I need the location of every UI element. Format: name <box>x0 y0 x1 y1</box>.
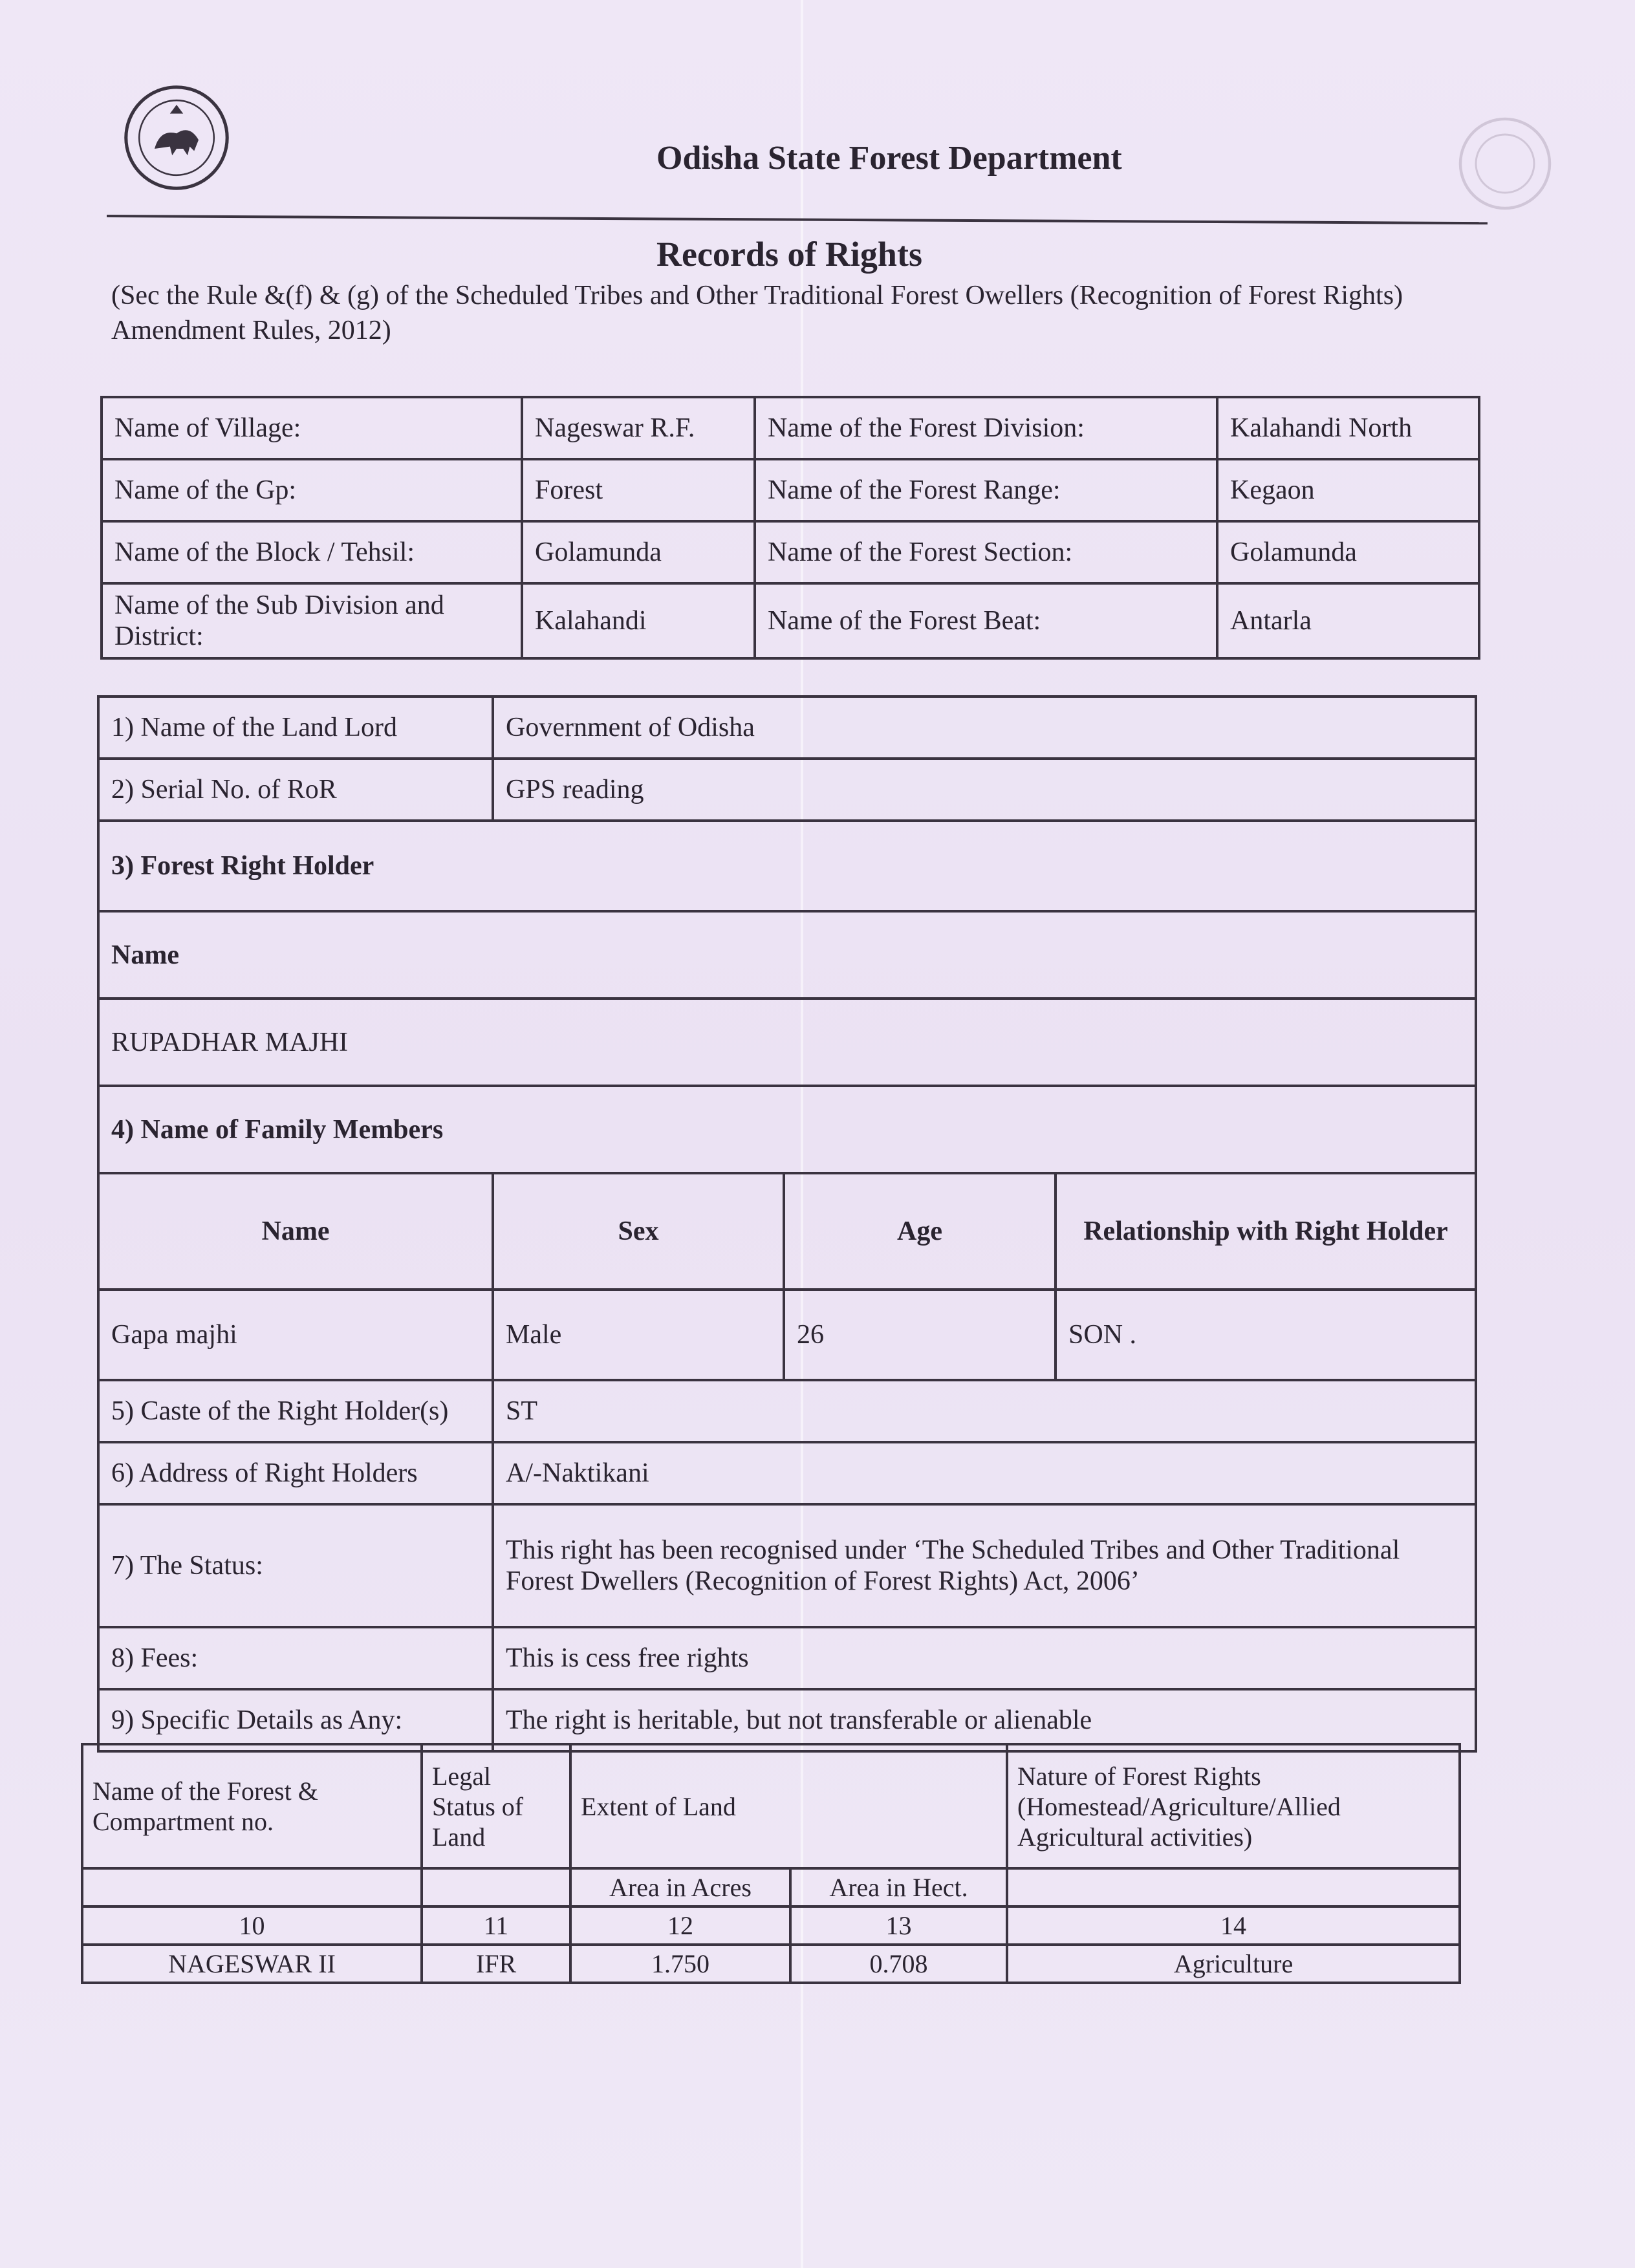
beat-label: Name of the Forest Beat: <box>755 583 1217 658</box>
col-area-hect: Area in Hect. <box>790 1868 1007 1906</box>
name-heading: Name <box>98 911 1476 999</box>
block-value: Golamunda <box>522 521 755 583</box>
col-extent-of-land: Extent of Land <box>570 1744 1007 1868</box>
status-label: 7) The Status: <box>98 1504 493 1627</box>
location-table <box>100 396 1480 660</box>
table-row <box>98 1086 1476 1173</box>
department-name: Odisha State Forest Department <box>656 140 1122 177</box>
family-col-age: Age <box>784 1173 1056 1290</box>
col-area-acres: Area in Acres <box>570 1868 790 1906</box>
family-col-relationship: Relationship with Right Holder <box>1056 1173 1476 1290</box>
col-number: 13 <box>790 1906 1007 1945</box>
table-row <box>102 521 1479 583</box>
col-nature-of-rights: Nature of Forest Rights (Homestead/Agriculture/Allied Agricultural activities) <box>1007 1744 1460 1868</box>
family-heading: 4) Name of Family Members <box>98 1086 1476 1173</box>
range-label: Name of the Forest Range: <box>755 459 1217 521</box>
family-header-row <box>98 1173 1476 1290</box>
family-col-name: Name <box>98 1173 493 1290</box>
area-hect-value: 0.708 <box>790 1945 1007 1983</box>
address-value: A/-Naktikani <box>493 1442 1476 1504</box>
caste-value: ST <box>493 1380 1476 1442</box>
family-row <box>98 1290 1476 1380</box>
col-forest-compartment: Name of the Forest & Compartment no. <box>82 1744 422 1868</box>
beat-value: Antarla <box>1217 583 1479 658</box>
village-label: Name of Village: <box>102 397 522 459</box>
block-label: Name of the Block / Tehsil: <box>102 521 522 583</box>
intro-text: (Sec the Rule &(f) & (g) of the Scheduled Tribes and Other Traditional Forest Owellers (Recognition of Forest Rights) Amendment Rules, 2012) <box>111 281 1403 345</box>
family-col-sex: Sex <box>493 1173 784 1290</box>
village-value: Nageswar R.F. <box>522 397 755 459</box>
holder-heading: 3) Forest Right Holder <box>98 821 1476 911</box>
subdivision-value: Kalahandi <box>522 583 755 658</box>
table-row <box>102 397 1479 459</box>
land-number-row <box>82 1906 1460 1945</box>
caste-label: 5) Caste of the Right Holder(s) <box>98 1380 493 1442</box>
col-number: 11 <box>422 1906 570 1945</box>
col-number: 14 <box>1007 1906 1460 1945</box>
landlord-label: 1) Name of the Land Lord <box>98 697 493 759</box>
table-row <box>102 459 1479 521</box>
empty-cell <box>1007 1868 1460 1906</box>
section-label: Name of the Forest Section: <box>755 521 1217 583</box>
details-value: The right is heritable, but not transferable or alienable <box>493 1689 1476 1751</box>
land-data-row <box>82 1945 1460 1983</box>
family-member-sex: Male <box>493 1290 784 1380</box>
table-row <box>98 999 1476 1086</box>
empty-cell <box>82 1868 422 1906</box>
col-legal-status: Legal Status of Land <box>422 1744 570 1868</box>
table-row <box>98 1380 1476 1442</box>
details-label: 9) Specific Details as Any: <box>98 1689 493 1751</box>
fees-label: 8) Fees: <box>98 1627 493 1689</box>
header-divider <box>107 215 1488 224</box>
table-row <box>102 583 1479 658</box>
holder-name: RUPADHAR MAJHI <box>98 999 1476 1086</box>
division-value: Kalahandi North <box>1217 397 1479 459</box>
table-row <box>98 759 1476 821</box>
col-number: 12 <box>570 1906 790 1945</box>
forest-compartment-value: NAGESWAR II <box>82 1945 422 1983</box>
odisha-emblem-icon <box>122 83 232 193</box>
nature-of-rights-value: Agriculture <box>1007 1945 1460 1983</box>
subdivision-label: Name of the Sub Division and District: <box>102 583 522 658</box>
col-number: 10 <box>82 1906 422 1945</box>
area-acres-value: 1.750 <box>570 1945 790 1983</box>
family-member-age: 26 <box>784 1290 1056 1380</box>
range-value: Kegaon <box>1217 459 1479 521</box>
page-title: Records of Rights <box>656 235 922 274</box>
table-row <box>98 911 1476 999</box>
table-row <box>98 1442 1476 1504</box>
gp-label: Name of the Gp: <box>102 459 522 521</box>
landlord-value: Government of Odisha <box>493 697 1476 759</box>
family-member-name: Gapa majhi <box>98 1290 493 1380</box>
table-row <box>98 821 1476 911</box>
division-label: Name of the Forest Division: <box>755 397 1217 459</box>
faded-seal-icon <box>1456 115 1554 212</box>
fees-value: This is cess free rights <box>493 1627 1476 1689</box>
rights-record-table <box>97 695 1477 1753</box>
family-member-relationship: SON . <box>1056 1290 1476 1380</box>
section-value: Golamunda <box>1217 521 1479 583</box>
land-header-row <box>82 1744 1460 1868</box>
legal-status-value: IFR <box>422 1945 570 1983</box>
gp-value: Forest <box>522 459 755 521</box>
address-label: 6) Address of Right Holders <box>98 1442 493 1504</box>
land-details-table <box>81 1743 1461 1984</box>
land-subheader-row <box>82 1868 1460 1906</box>
status-value: This right has been recognised under ‘The Scheduled Tribes and Other Traditional Forest Dwellers (Recognition of Forest Rights) Act, 2006’ <box>493 1504 1476 1627</box>
table-row <box>98 697 1476 759</box>
table-row <box>98 1689 1476 1751</box>
serial-label: 2) Serial No. of RoR <box>98 759 493 821</box>
serial-value: GPS reading <box>493 759 1476 821</box>
empty-cell <box>422 1868 570 1906</box>
table-row <box>98 1504 1476 1627</box>
table-row <box>98 1627 1476 1689</box>
